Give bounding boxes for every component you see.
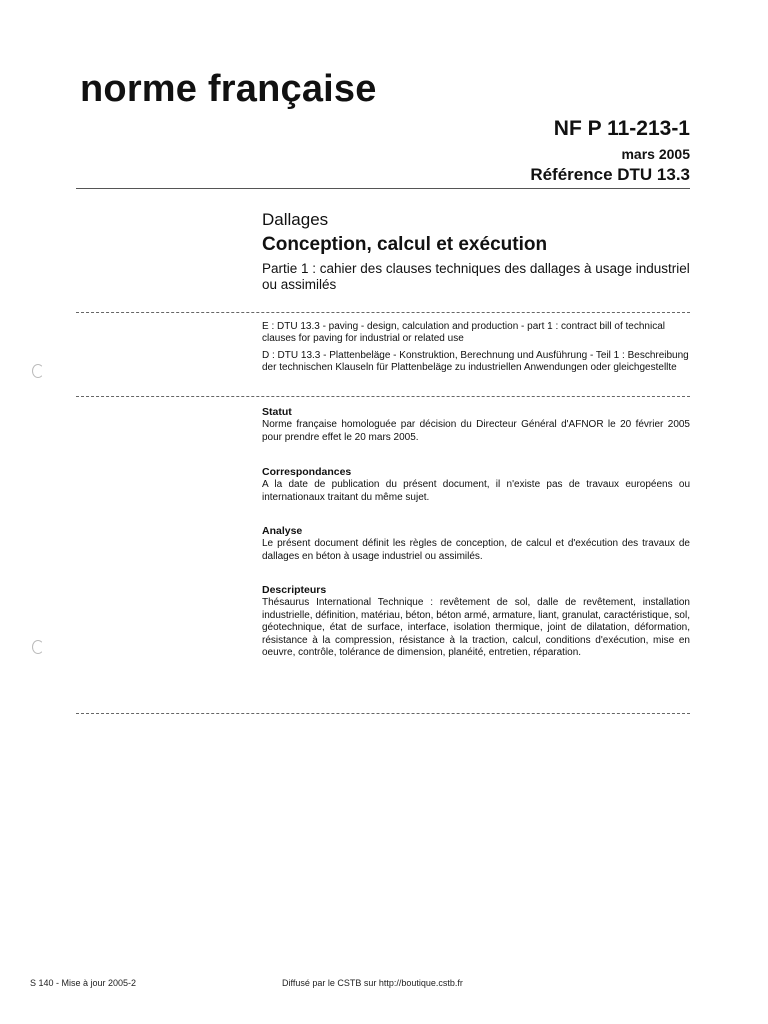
- subject-part: Partie 1 : cahier des clauses techniques des dallages à usage industriel ou assimilés: [262, 261, 690, 292]
- section-descripteurs: [262, 583, 690, 660]
- footer-edition: S 140 - Mise à jour 2005-2: [30, 978, 137, 988]
- section-correspondances: [262, 465, 690, 504]
- translations: [262, 321, 690, 379]
- divider: [76, 188, 690, 189]
- section-analyse: [262, 524, 690, 563]
- section-body: A la date de publication du présent document, il n'existe pas de travaux européens ou internationaux traitant du même sujet.: [262, 479, 690, 503]
- subject-heading: Conception, calcul et exécution: [262, 234, 548, 255]
- section-body: Norme française homologuée par décision du Directeur Général d'AFNOR le 20 février 2005 pour prendre effet le 20 mars 2005.: [262, 419, 690, 443]
- section-title: Statut: [262, 406, 292, 418]
- divider: [76, 713, 690, 714]
- section-title: Correspondances: [262, 466, 352, 478]
- section-title: Analyse: [262, 525, 303, 537]
- dtu-reference: Référence DTU 13.3: [530, 165, 690, 184]
- section-body: Thésaurus International Technique : revêtement de sol, dalle de revêtement, installation industrielle, définition, matériau, béton, béton armé, armature, liant, granulat, caractéristique, sol, géotechnique, état de surface, interface, isolation thermique, joint de dilatation, déformation, résistance à la compression, résistance à la traction, calcul, conditions d'exécution, mise en oeuvre, contrôle, tolérance de dimension, planéité, entretien, réparation.: [262, 597, 690, 658]
- footer-distribution: Diffusé par le CSTB sur http://boutique.cstb.fr: [282, 978, 463, 988]
- document-title: norme française: [80, 68, 377, 110]
- publication-date: mars 2005: [621, 146, 690, 162]
- subject-category: Dallages: [262, 210, 329, 229]
- standard-identification: [530, 114, 690, 186]
- section-title: Descripteurs: [262, 584, 327, 596]
- german-title: D : DTU 13.3 - Plattenbeläge - Konstruktion, Berechnung und Ausführung - Teil 1 : Beschreibung der technischen Klauseln für Plattenbeläge zu industriellen Anwendungen oder gleichgestellte: [262, 350, 689, 373]
- standard-number: NF P 11-213-1: [553, 117, 690, 140]
- punch-hole-icon: [32, 640, 44, 654]
- divider: [76, 312, 690, 313]
- divider: [76, 396, 690, 397]
- section-statut: [262, 405, 690, 444]
- punch-hole-icon: [32, 364, 44, 378]
- section-body: Le présent document définit les règles de conception, de calcul et d'exécution des travaux de dallages en béton à usage industriel ou assimilés.: [262, 538, 690, 562]
- english-title: E : DTU 13.3 - paving - design, calculation and production - part 1 : contract bill of technical clauses for paving for industrial or related use: [262, 321, 665, 344]
